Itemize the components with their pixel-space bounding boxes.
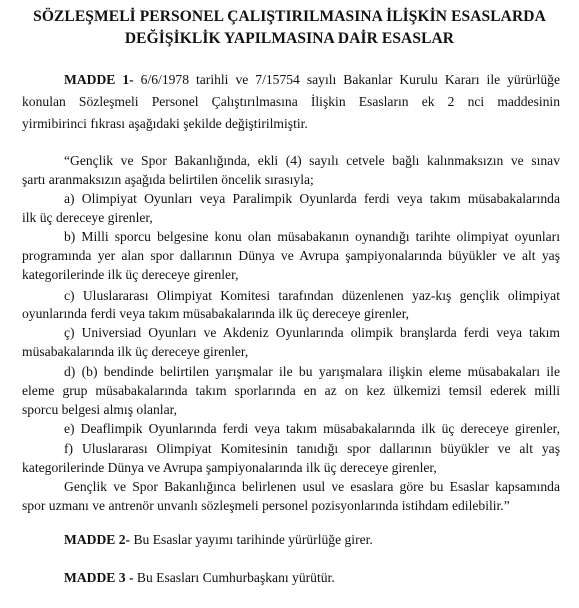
madde-2 (64, 531, 373, 548)
closing-line-2: spor uzmanı ve antrenör unvanlı sözleşmeli personel pozisyonlarında istihdam edilebilir.” (22, 498, 510, 513)
madde-2-text: Bu Esaslar yayımı tarihinde yürürlüğe girer. (130, 532, 373, 547)
item-cc-line-1: ç) Universiad Oyunları ve Akdeniz Oyunlarında olimpik branşlarda ferdi veya takım (64, 325, 560, 340)
madde-3 (64, 569, 335, 586)
item-b-line-1: b) Milli sporcu belgesine konu olan müsabakanın oynandığı tarihte olimpiyat oyunları (64, 229, 560, 244)
item-c-line-1: c) Uluslararası Olimpiyat Komitesi tarafından düzenlenen yaz-kış gençlik olimpiyat (64, 288, 560, 303)
item-b-line-2: programında yer alan spor dallarının Dünya ve Avrupa şampiyonalarında büyükler ve alt yaş (22, 248, 560, 263)
item-cc-line-2: müsabakalarında ilk üç dereceye girenler, (22, 344, 249, 359)
item-a-line-1: a) Olimpiyat Oyunları veya Paralimpik Oyunlarda ferdi veya takım müsabakalarında (64, 191, 560, 206)
item-f-line-1: f) Uluslararası Olimpiyat Komitesinin tanıdığı spor dallarının büyükler ve alt yaş (64, 441, 560, 456)
item-c-line-2: oyunlarında ferdi veya takım müsabakalarında ilk üç dereceye girenler, (22, 306, 410, 321)
madde-1-line-2: konulan Sözleşmeli Personel Çalıştırılmasına İlişkin Esasların ek 2 nci maddesinin (22, 94, 560, 109)
madde-1-line-1-text: 6/6/1978 tarihli ve 7/15754 sayılı Bakanlar Kurulu Kararı ile yürürlüğe (133, 72, 560, 87)
quote-intro-line-2: şartı aranmaksızın aşağıda belirtilen öncelik sırasıyla; (22, 172, 314, 187)
item-a-line-2: ilk üç dereceye girenler, (22, 210, 153, 225)
closing-line-1: Gençlik ve Spor Bakanlığınca belirlenen usul ve esaslara göre bu Esaslar kapsamında (64, 479, 560, 494)
madde-1-label: MADDE 1- (64, 72, 134, 87)
madde-1-line-3: yirmibirinci fıkrası aşağıdaki şekilde değiştirilmiştir. (22, 116, 308, 131)
item-d-line-3: sporcu belgesi almış olanlar, (22, 402, 177, 417)
madde-3-text: Bu Esasları Cumhurbaşkanı yürütür. (133, 570, 335, 585)
madde-1-line-1 (64, 71, 560, 88)
title-line-2: DEĞİŞİKLİK YAPILMASINA DAİR ESASLAR (124, 30, 455, 47)
quote-intro-line-1: “Gençlik ve Spor Bakanlığında, ekli (4) sayılı cetvele bağlı kalınmaksızın ve sınav (64, 153, 560, 168)
madde-2-label: MADDE 2- (64, 532, 131, 547)
item-d-line-1: d) (b) bendinde belirtilen yarışmalar ile bu yarışmalara ilişkin eleme müsabakaları ile (64, 364, 560, 379)
item-e-line-1: e) Deaflimpik Oyunlarında ferdi veya takım müsabakalarında ilk üç dereceye girenler, (64, 421, 560, 436)
item-f-line-2: kategorilerinde Dünya ve Avrupa şampiyonalarında ilk üç dereceye girenler, (22, 460, 437, 475)
title-line-1: SÖZLEŞMELİ PERSONEL ÇALIŞTIRILMASINA İLİŞKİN ESASLARDA (33, 8, 546, 25)
item-b-line-3: kategorilerinde ilk üç dereceye girenler, (22, 267, 239, 282)
madde-3-label: MADDE 3 - (64, 570, 134, 585)
item-d-line-2: eleme grup müsabakalarında takım sporlarında en az on kez ülkemizi temsil ederek milli (22, 383, 560, 398)
